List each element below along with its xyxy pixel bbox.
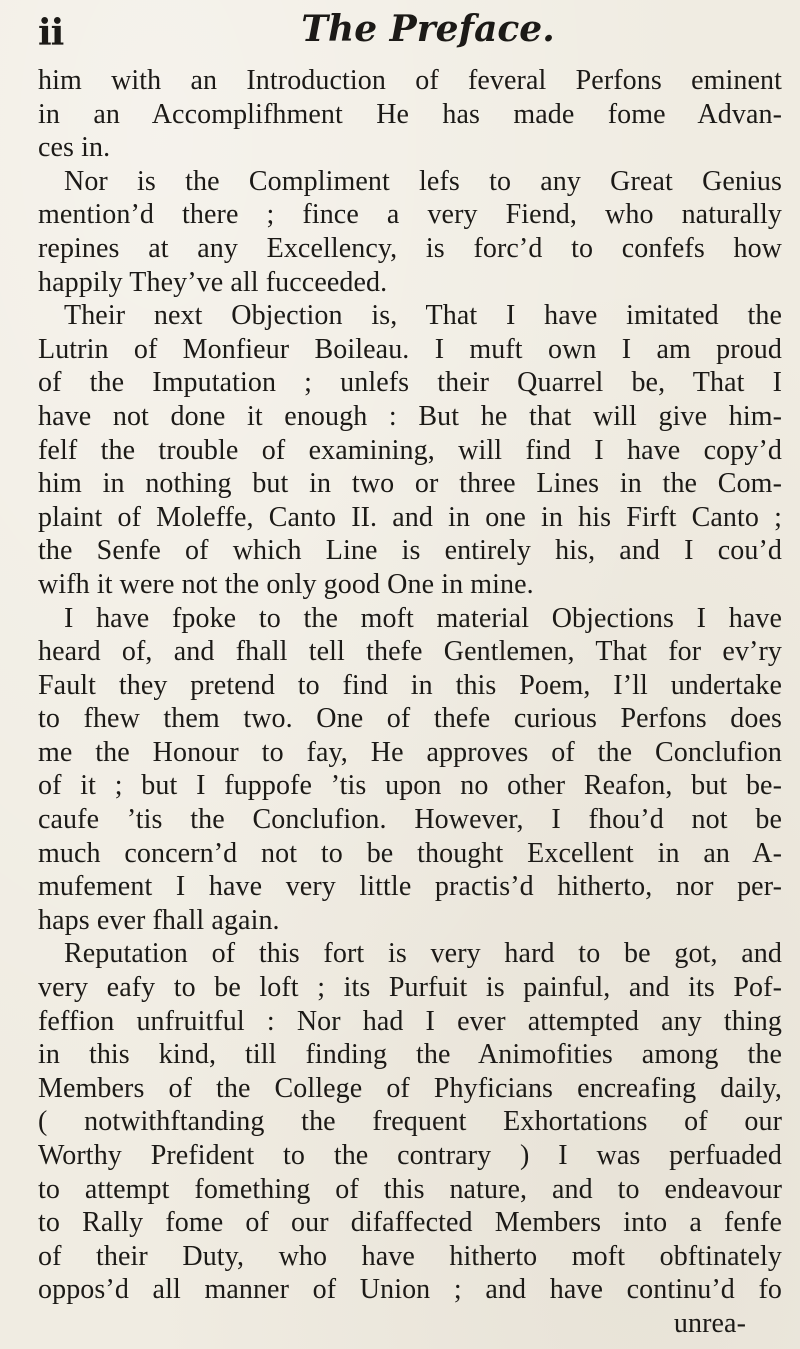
text-line: haps ever fhall again. xyxy=(38,904,280,936)
text-line: the Senfe of which Line is entirely his, and I cou’d xyxy=(38,535,782,567)
running-title: The Preface. xyxy=(301,8,555,50)
text-line: wifh it were not the only good One in mine. xyxy=(38,568,534,600)
text-line: Their next Objection is, That I have imitated the xyxy=(64,300,782,332)
text-line: in an Accomplifhment He has made fome Advan- xyxy=(38,98,782,130)
text-line: to attempt fomething of this nature, and to endeavour xyxy=(38,1173,782,1205)
text-line: of the Imputation ; unlefs their Quarrel be, That I xyxy=(38,367,782,399)
text-line: of their Duty, who have hitherto moft obftinately xyxy=(38,1240,782,1272)
text-line: Nor is the Compliment lefs to any Great Genius xyxy=(64,165,782,197)
text-line: Fault they pretend to find in this Poem, I’ll undertake xyxy=(38,669,782,701)
text-line: mufement I have very little practis’d hitherto, nor per- xyxy=(38,871,782,903)
text-line: ( notwithftanding the frequent Exhortations of our xyxy=(38,1106,782,1138)
text-line: I have fpoke to the moft material Objections I have xyxy=(64,602,782,634)
text-line: feffion unfruitful : Nor had I ever attempted any thing xyxy=(38,1005,782,1037)
text-line: much concern’d not to be thought Excellent in an A- xyxy=(38,837,782,869)
catchword: unrea- xyxy=(673,1307,746,1339)
text-line: to Rally fome of our difaffected Members into a fenfe xyxy=(38,1207,782,1239)
text-line: to fhew them two. One of thefe curious Perfons does xyxy=(38,703,782,735)
text-line: felf the trouble of examining, will find I have copy’d xyxy=(38,434,782,466)
text-line: oppos’d all manner of Union ; and have continu’d fo xyxy=(38,1274,782,1306)
text-line: of it ; but I fuppofe ’tis upon no other Reafon, but be- xyxy=(38,770,782,802)
text-line: in this kind, till finding the Animofities among the xyxy=(38,1039,782,1071)
text-line: Lutrin of Monfieur Boileau. I muft own I am proud xyxy=(38,333,782,365)
text-line: repines at any Excellency, is forc’d to confefs how xyxy=(38,232,782,264)
text-line: him with an Introduction of feveral Perfons eminent xyxy=(38,65,782,96)
preface-text xyxy=(38,64,782,1341)
text-line: caufe ’tis the Conclufion. However, I fhou’d not be xyxy=(38,804,782,836)
running-head xyxy=(38,8,778,58)
text-line: Members of the College of Phyficians encreafing daily, xyxy=(38,1072,782,1104)
page-number: ii xyxy=(38,12,64,54)
text-line: Reputation of this fort is very hard to be got, and xyxy=(64,938,782,970)
text-line: mention’d there ; fince a very Fiend, who naturally xyxy=(38,199,782,231)
text-line: very eafy to be loft ; its Purfuit is painful, and its Pof- xyxy=(38,972,782,1004)
text-line: him in nothing but in two or three Lines in the Com- xyxy=(38,468,782,500)
text-line: ces in. xyxy=(38,132,111,164)
text-line: plaint of Moleffe, Canto II. and in one in his Firft Canto ; xyxy=(38,501,782,533)
text-line: me the Honour to fay, He approves of the Conclufion xyxy=(38,736,782,768)
text-line: happily They’ve all fucceeded. xyxy=(38,266,388,298)
text-line: have not done it enough : But he that will give him- xyxy=(38,400,782,432)
text-line: Worthy Prefident to the contrary ) I was perfuaded xyxy=(38,1140,782,1171)
text-line: heard of, and fhall tell thefe Gentlemen, That for ev’ry xyxy=(38,636,782,668)
